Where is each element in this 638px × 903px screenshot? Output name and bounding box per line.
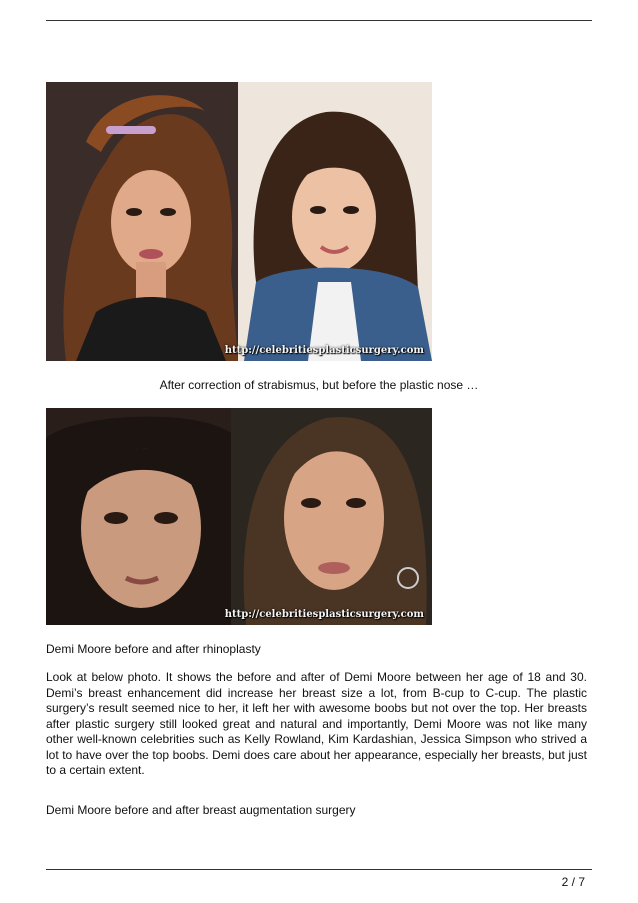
photo-caption: After correction of strabismus, but before the plastic nose …: [159, 378, 479, 392]
photo-before-rhinoplasty-pair: [46, 82, 432, 361]
page-number: 2 / 7: [561, 875, 585, 889]
photo-watermark: http://celebritiesplasticsurgery.com: [224, 345, 424, 356]
photo-watermark: http://celebritiesplasticsurgery.com: [224, 609, 424, 620]
body-paragraph: Look at below photo. It shows the before and after of Demi Moore between her age of 18 and 30. Demi’s breast enhancement did increase her breast size a lot, from B-cup to C-cup. The plastic surgery’s result seemed nice to her, it left her with awesome boobs but not over the top. Her breasts after plastic surgery still looked great and natural and importantly, Demi Moore was not like many other well-known celebrities such as Kelly Rowland, Kim Kardashian, Jessica Simpson who strived a lot to have over the top boobs. Demi does care about her appearance, especially her breasts, but just to a certain extent.: [46, 670, 587, 777]
footer-rule: [46, 869, 592, 870]
header-rule: [46, 20, 592, 21]
photo-rhinoplasty-comparison: [46, 408, 432, 625]
photo-caption: Demi Moore before and after rhinoplasty: [46, 642, 261, 656]
closing-caption: Demi Moore before and after breast augmentation surgery: [46, 803, 356, 817]
